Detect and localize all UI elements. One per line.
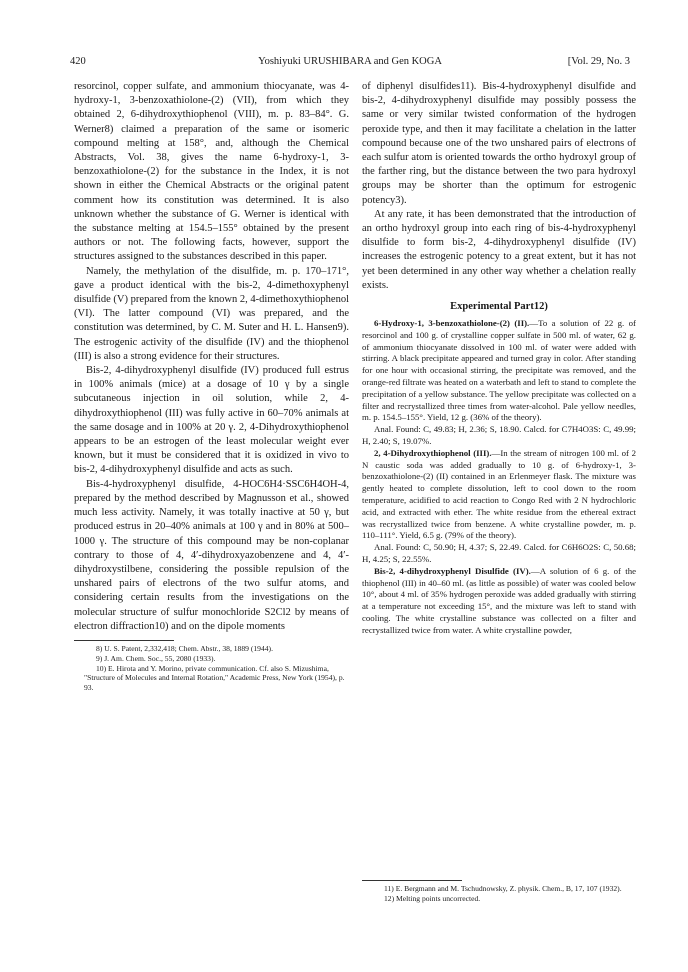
footnote: 12) Melting points uncorrected. <box>384 893 481 903</box>
paragraph: Bis-2, 4-dihydroxyphenyl disulfide (IV) produced full estrus in 100% animals (mice) at a dosage of 10 γ by a single subcutaneous injection in oil solution, while 2, 4-dihydroxythiophenol (III) was fully active in 60–70% animals at the same dosage and in 100% at 20 γ. 2, 4-Dihydroxythiophenol appears to be an estrogen of the least molecular weight ever known, but it must be considered that it is oxidized in vivo to bis-2, 4-dihydroxyphenyl disulfide and acts as such. <box>74 365 349 476</box>
left-column <box>74 80 349 693</box>
experiment-paragraph <box>362 318 636 424</box>
page-number: 420 <box>70 56 86 67</box>
paragraph: Namely, the methylation of the disulfide, m. p. 170–171°, gave a product identical with the bis-2, 4-dimethoxyphenyl disulfide (V) prepared from the known 2, 4-dimethoxythiophenol (VI). The latter compound (VI) was prepared, and the constitution was determined, by C. M. Suter and H. L. Hansen9). The estrogenic activity of the disulfide (IV) and the thiophenol (III) is also a strong evidence for their structures. <box>74 265 349 362</box>
paragraph: Bis-4-hydroxyphenyl disulfide, 4-HOC6H4·SSC6H4OH-4, prepared by the method described by Magnusson et al., showed much less activity. Namely, it was totally inactive at 50 γ, but produced estrus in 20–40% animals at 100 γ and in 80% at 500–1000 γ. The structure of this compound may be non-coplanar contrary to those of 4, 4′-dihydroxyazobenzene and 4, 4′-dihydroxystilbene, considering the possible repulsion of the unshared pairs of electrons of the two sulfur atoms, and considering certain results from the investigations on the molecular structure of sulfur monochloride S2Cl2 by means of electron diffraction10) and on the dipole moments <box>74 478 349 632</box>
experiment-title: 6-Hydroxy-1, 3-benzoxathiolone-(2) (II). <box>374 318 530 329</box>
running-authors: Yoshiyuki URUSHIBARA and Gen KOGA <box>258 56 442 67</box>
footnote: 11) E. Bergmann and M. Tschudnowsky, Z. physik. Chem., B, 17, 107 (1932). <box>384 884 622 893</box>
experiment-title: Bis-2, 4-dihydroxyphenyl Disulfide (IV). <box>374 565 531 576</box>
experiment-body: —In the stream of nitrogen 100 ml. of 2 N caustic soda was added gradually to 10 g. of 6-hydroxy-1, 3-benzoxathiolone-(2) (II) contained in an Erlenmeyer flask. The mixture was gently heated to complete dissolution, left to cool down to the room temperature, acidified to acid reaction to Congo Red with 2 N hydrochloric acid, and extracted with ether. The white residue from the ethereal extract was recrystallized twice from benzene. A white crystalline powder, m. p. 110–111°. Yield, 6.5 g. (79% of the theory). <box>362 447 636 541</box>
footnote: 8) U. S. Patent, 2,332,418; Chem. Abstr., 38, 1889 (1944). <box>96 643 273 653</box>
section-heading: Experimental Part12) <box>450 301 548 313</box>
experiment-body: —To a solution of 22 g. of resorcinol and 100 g. of crystalline copper sulfate in 500 ml. of water, 62 g. of ammonium thiocyanate dissolved in 100 ml. of water were added with stirring. A black precipitate appeared and turned gray in color. After standing for one hour with occasional stirring, the precipitate was removed, and the orange-red filtrate was heated on a waterbath and left to stand to complete the precipitation of a yellow substance. The yellow precipitate was collected on a filter and recrystallized three times from water-alcohol. Pale yellow needles, m. p. 154.5–155°. Yield, 12 g. (36% of the theory). <box>362 318 636 423</box>
right-column <box>362 80 636 637</box>
footnote: 9) J. Am. Chem. Soc., 55, 2080 (1933). <box>96 653 216 663</box>
footnote-rule <box>362 880 462 881</box>
experiment-paragraph <box>362 566 636 637</box>
experiment-title: 2, 4-Dihydroxythiophenol (III). <box>374 447 492 458</box>
page-header <box>70 56 630 70</box>
footnote: 10) E. Hirota and Y. Morino, private communication. Cf. also S. Mizushima, "Structure of Molecules and Internal Rotation," Academic Press, New York (1954), p. 93. <box>84 663 345 693</box>
journal-volume: [Vol. 29, No. 3 <box>567 56 630 67</box>
footnote-rule <box>74 640 174 641</box>
paragraph: resorcinol, copper sulfate, and ammonium thiocyanate, was 4-hydroxy-1, 3-benzoxathiolone-(2) (VII), from which they obtained 2, 6-dihydroxythiophenol (VIII), m. p. 83–84°. G. Werner8) claimed a preparation of the same or isomeric compound melting at 158°, and, although the Chemical Abstracts, Vol. 38, gives the name 6-hydroxy-1, 3-benzoxathiolone-(2) for the substance in the Index, it is not shown in either the Chemical Abstracts or the original patent comment how its constitution was determined. It is also unknown whether the substance of G. Werner is identical with the substance melting at 154.5–155° obtained by the present authors or not. The following facts, however, support the structures assigned to the substances described in this paper. <box>74 81 349 263</box>
experiment-body: —A solution of 6 g. of the thiophenol (III) in 40–60 ml. (as little as possible) of water was cooled below 10°, about 4 ml. of 35% hydrogen peroxide was added gradually with stirring at a temperature not exceeding 15°, and the mixture was left to stand with cooling. The white crystalline substance was collected on a filter and recrystallized twice from water. A white crystalline powder, <box>362 565 636 635</box>
experiment-paragraph <box>362 448 636 542</box>
paragraph: of diphenyl disulfides11). Bis-4-hydroxyphenyl disulfide and bis-2, 4-dihydroxyphenyl disulfide may possibly possess the same or very similar twisted conformation of the hydrogen peroxide type, and then it may facilitate a chelation in the latter compound because one of the two unshared pairs of electrons of each sulfur atom is oriented towards the ortho hydroxyl group of the farther ring, but the distance between the two para hydroxyl groups may be shorter than the optimum for estrogenic potency3). <box>362 81 636 206</box>
analysis-line: Anal. Found: C, 50.90; H, 4.37; S, 22.49. Calcd. for C6H6O2S: C, 50.68; H, 4.25; S, 22.55%. <box>362 542 636 564</box>
right-footnotes <box>362 874 636 904</box>
paragraph: At any rate, it has been demonstrated that the introduction of an ortho hydroxyl group into each ring of bis-4-hydroxyphenyl disulfide to form bis-2, 4-dihydroxyphenyl disulfide (IV) increases the estrogenic potency to a great extent, but it has not yet been determined in any other way whether a chelation really exists. <box>362 208 636 291</box>
analysis-line: Anal. Found: C, 49.83; H, 2.36; S, 18.90. Calcd. for C7H4O3S: C, 49.99; H, 2.40; S, 19.07%. <box>362 424 636 447</box>
experimental-section <box>362 318 636 637</box>
